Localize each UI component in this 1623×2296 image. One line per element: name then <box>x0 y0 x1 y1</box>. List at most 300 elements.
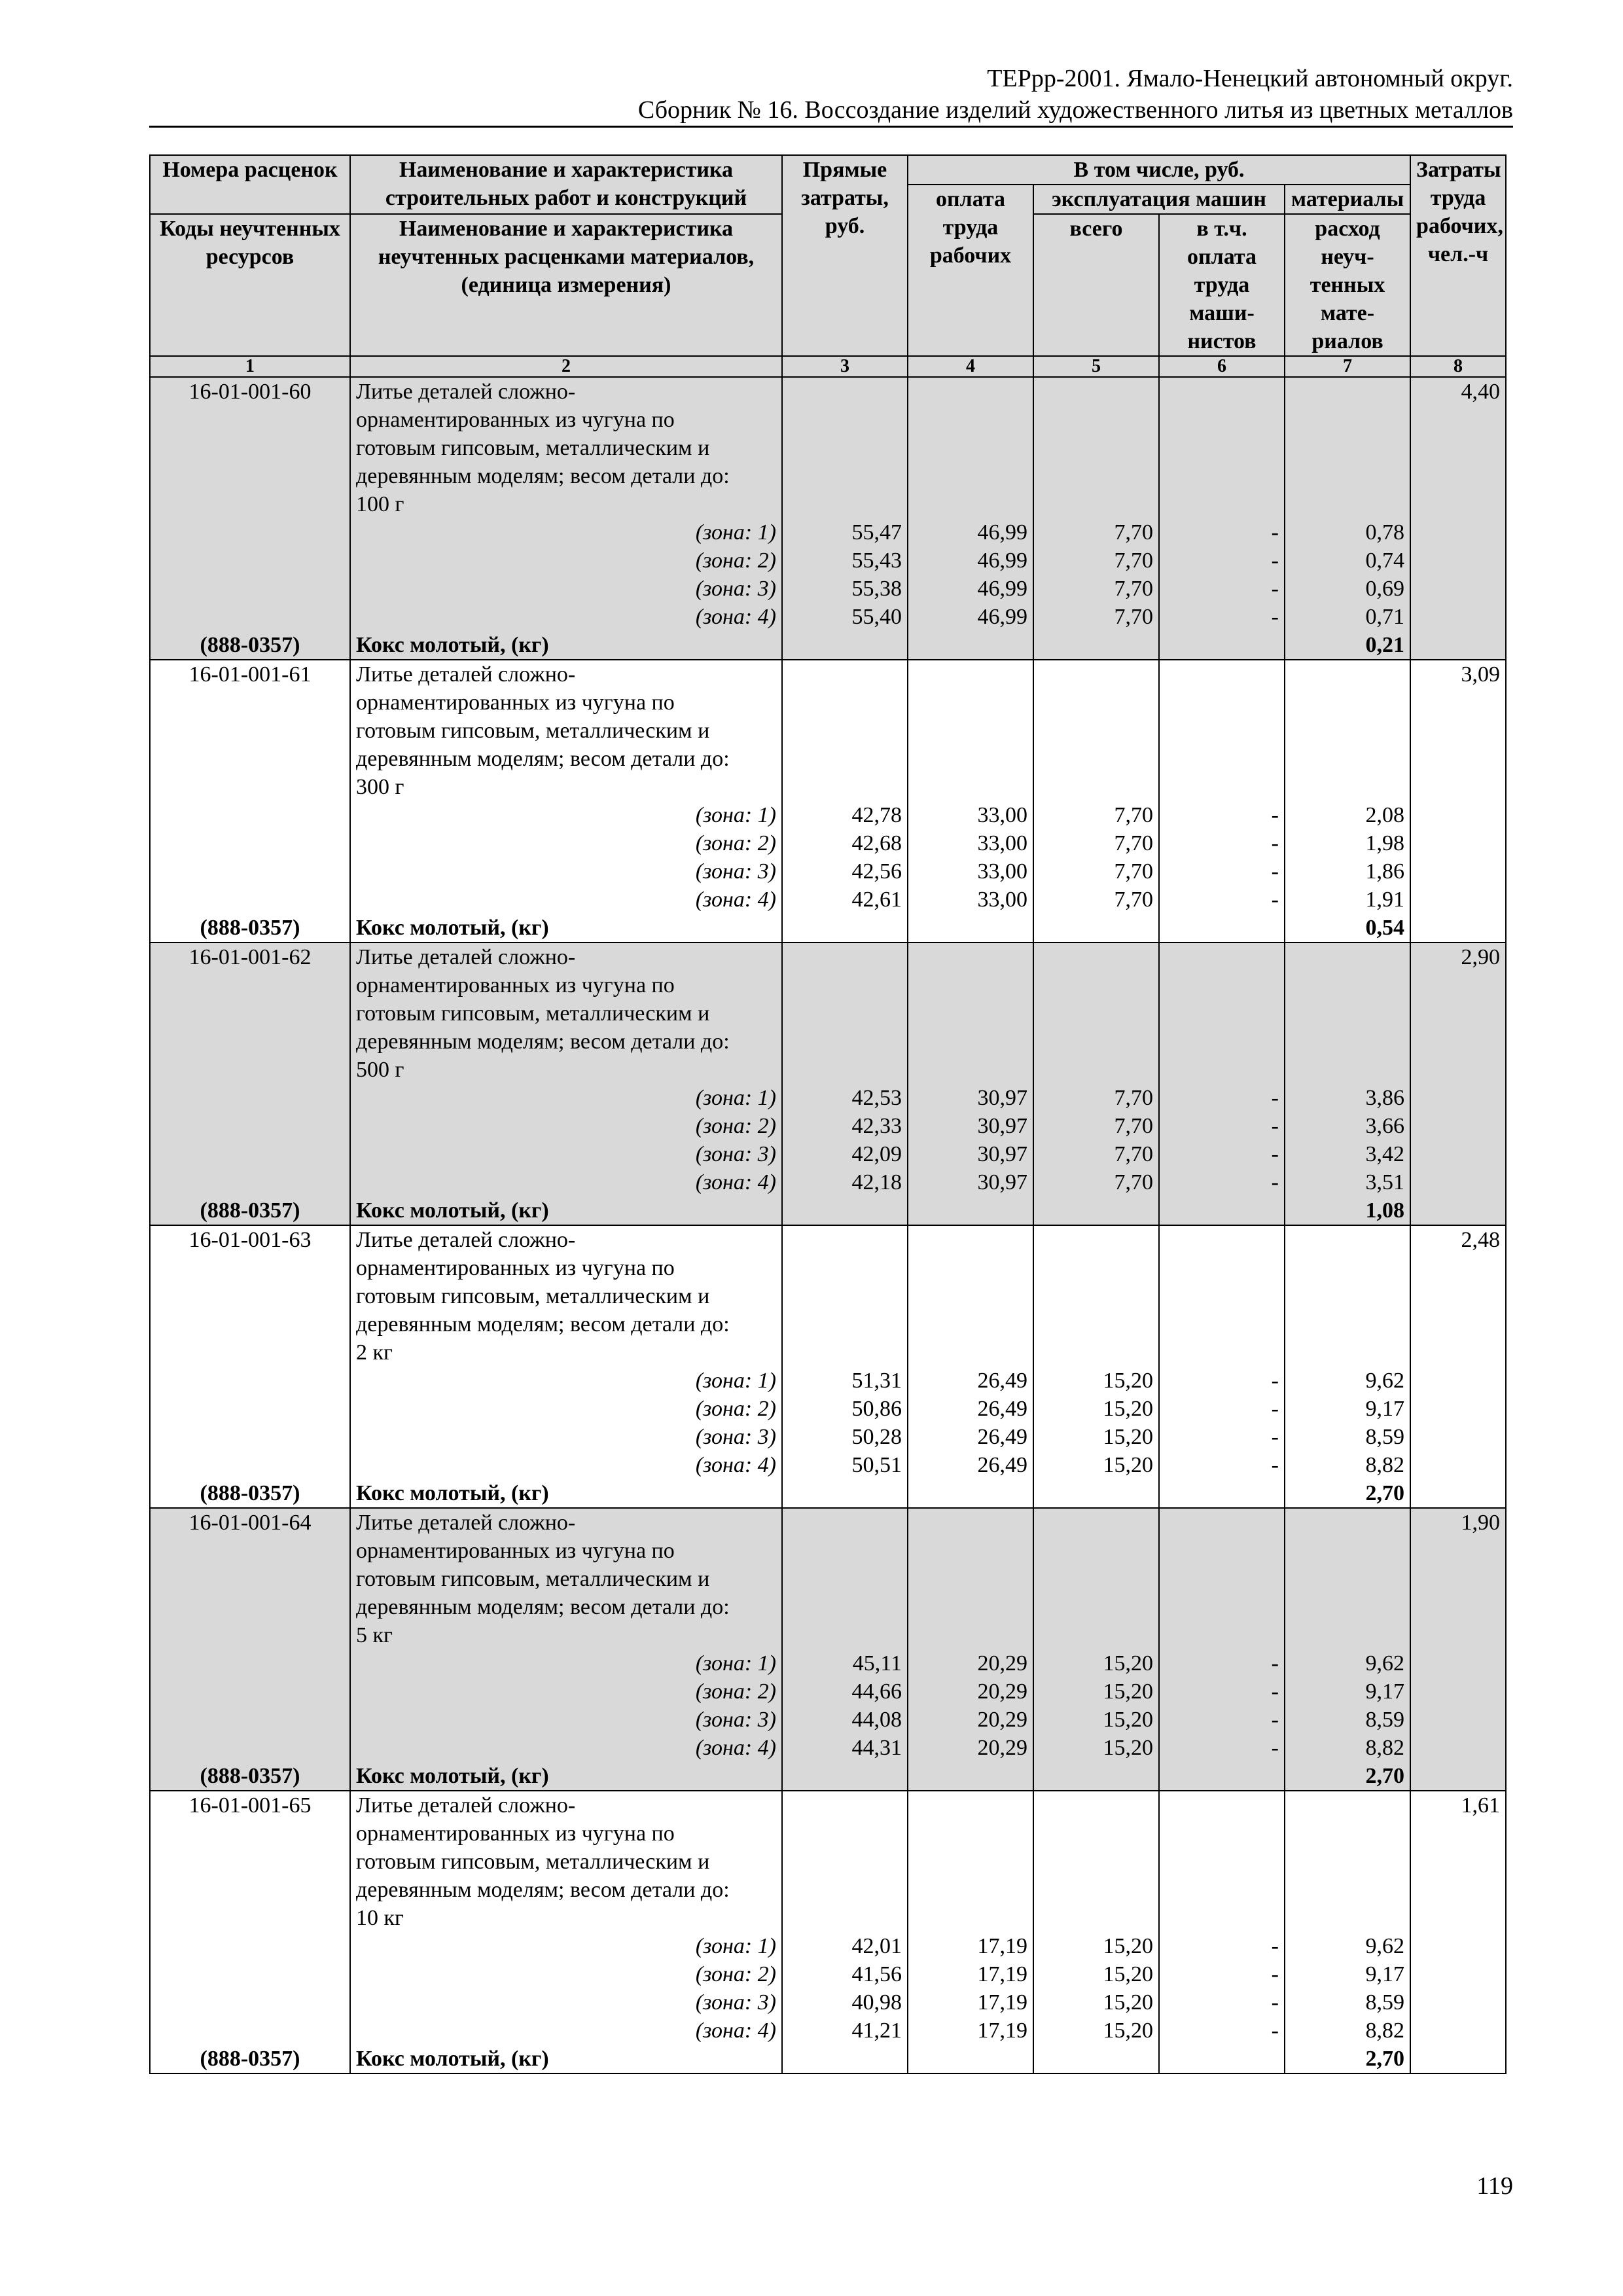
empty-cell <box>782 971 908 999</box>
machines-total: 15,20 <box>1033 1367 1159 1395</box>
zone-label: (зона: 4) <box>350 1168 782 1196</box>
empty-cell <box>150 689 350 717</box>
zone-label: (зона: 1) <box>350 1932 782 1960</box>
description-row <box>150 1593 1506 1621</box>
empty-cell <box>1159 1338 1285 1367</box>
work-description-line: орнаментированных из чугуна по <box>350 406 782 434</box>
empty-cell <box>782 1028 908 1056</box>
wages: 20,29 <box>908 1649 1033 1677</box>
header-title: ТЕРрр-2001. Ямало-Ненецкий автономный округ. <box>987 65 1513 92</box>
empty-cell <box>1159 434 1285 462</box>
description-row <box>150 434 1506 462</box>
description-row <box>150 1537 1506 1565</box>
machines-total: 7,70 <box>1033 518 1159 547</box>
empty-cell <box>908 1593 1033 1621</box>
empty-cell <box>1033 1225 1159 1254</box>
work-description-line: 2 кг <box>350 1338 782 1367</box>
empty-cell <box>908 377 1033 406</box>
machinist-wages: - <box>1159 1932 1285 1960</box>
empty-cell <box>1410 971 1506 999</box>
machinist-wages: - <box>1159 1395 1285 1423</box>
rate-entry <box>150 1508 1506 1791</box>
empty-cell <box>908 660 1033 689</box>
empty-cell <box>1410 1537 1506 1565</box>
empty-cell <box>1410 1056 1506 1084</box>
direct-costs: 41,21 <box>782 2017 908 2045</box>
empty-cell <box>1159 1565 1285 1593</box>
work-description-line: готовым гипсовым, металлическим и <box>350 1565 782 1593</box>
empty-cell <box>1410 1876 1506 1904</box>
zone-row <box>150 518 1506 547</box>
empty-cell <box>1033 999 1159 1028</box>
empty-cell <box>1033 2045 1159 2073</box>
zone-label: (зона: 3) <box>350 1140 782 1168</box>
machinist-wages: - <box>1159 1451 1285 1479</box>
empty-cell <box>150 1028 350 1056</box>
empty-cell <box>782 1254 908 1282</box>
machines-total: 15,20 <box>1033 1932 1159 1960</box>
resource-amount: 2,70 <box>1285 1762 1410 1791</box>
zone-row <box>150 1988 1506 2017</box>
resource-code: (888-0357) <box>150 1762 350 1791</box>
table-header <box>150 155 1506 377</box>
empty-cell <box>150 1621 350 1649</box>
direct-costs: 55,47 <box>782 518 908 547</box>
empty-cell <box>150 1988 350 2017</box>
work-description-line: деревянным моделям; весом детали до: <box>350 1593 782 1621</box>
empty-cell <box>150 547 350 575</box>
direct-costs: 55,43 <box>782 547 908 575</box>
empty-cell <box>1159 406 1285 434</box>
zone-label: (зона: 3) <box>350 857 782 886</box>
empty-cell <box>1410 1451 1506 1479</box>
empty-cell <box>1285 971 1410 999</box>
column-number-row <box>150 356 1506 377</box>
empty-cell <box>1285 689 1410 717</box>
empty-cell <box>1159 999 1285 1028</box>
zone-row <box>150 829 1506 857</box>
machines-total: 7,70 <box>1033 857 1159 886</box>
empty-cell <box>1410 773 1506 801</box>
header-subtitle: Сборник № 16. Воссоздание изделий художественного литья из цветных металлов <box>637 96 1513 124</box>
empty-cell <box>150 1338 350 1367</box>
column-number: 5 <box>1033 356 1159 377</box>
empty-cell <box>150 1310 350 1338</box>
empty-cell <box>1285 1338 1410 1367</box>
empty-cell <box>908 434 1033 462</box>
machines-total: 15,20 <box>1033 2017 1159 2045</box>
machines-total: 7,70 <box>1033 1084 1159 1112</box>
empty-cell <box>1159 1310 1285 1338</box>
machines-total: 7,70 <box>1033 575 1159 603</box>
machines-total: 7,70 <box>1033 603 1159 631</box>
direct-costs: 50,28 <box>782 1423 908 1451</box>
empty-cell <box>1033 660 1159 689</box>
zone-row <box>150 1367 1506 1395</box>
empty-cell <box>782 1056 908 1084</box>
empty-cell <box>908 1479 1033 1508</box>
empty-cell <box>1033 773 1159 801</box>
empty-cell <box>1159 660 1285 689</box>
empty-cell <box>1410 1932 1506 1960</box>
empty-cell <box>150 518 350 547</box>
wages: 46,99 <box>908 575 1033 603</box>
empty-cell <box>908 1876 1033 1904</box>
labor-costs: 1,61 <box>1410 1791 1506 1820</box>
empty-cell <box>1159 1791 1285 1820</box>
empty-cell <box>1410 1565 1506 1593</box>
work-description-line: Литье деталей сложно- <box>350 660 782 689</box>
column-number: 4 <box>908 356 1033 377</box>
col-header-direct-costs: Прямые затраты, руб. <box>782 155 908 356</box>
resource-row <box>150 631 1506 660</box>
machinist-wages: - <box>1159 1677 1285 1706</box>
description-row <box>150 1621 1506 1649</box>
machines-total: 7,70 <box>1033 1140 1159 1168</box>
zone-label: (зона: 2) <box>350 1960 782 1988</box>
materials: 9,17 <box>1285 1960 1410 1988</box>
empty-cell <box>1033 971 1159 999</box>
direct-costs: 41,56 <box>782 1960 908 1988</box>
col-header-machinist-wages: в т.ч. оплата труда маши- нистов <box>1159 214 1285 356</box>
resource-amount: 0,54 <box>1285 914 1410 942</box>
empty-cell <box>1285 1310 1410 1338</box>
empty-cell <box>1033 1791 1159 1820</box>
col-header-work-description: Наименование и характеристика строительных работ и конструкций <box>350 155 782 214</box>
zone-label: (зона: 2) <box>350 547 782 575</box>
empty-cell <box>1285 462 1410 490</box>
direct-costs: 42,09 <box>782 1140 908 1168</box>
empty-cell <box>908 971 1033 999</box>
empty-cell <box>1410 1168 1506 1196</box>
empty-cell <box>150 2017 350 2045</box>
empty-cell <box>1033 1338 1159 1367</box>
work-description-line: деревянным моделям; весом детали до: <box>350 1876 782 1904</box>
machines-total: 7,70 <box>1033 801 1159 829</box>
empty-cell <box>782 1791 908 1820</box>
empty-cell <box>908 490 1033 518</box>
machinist-wages: - <box>1159 801 1285 829</box>
machinist-wages: - <box>1159 603 1285 631</box>
empty-cell <box>1159 1479 1285 1508</box>
description-row <box>150 1254 1506 1282</box>
empty-cell <box>1033 1479 1159 1508</box>
wages: 33,00 <box>908 801 1033 829</box>
machines-total: 7,70 <box>1033 547 1159 575</box>
materials: 9,62 <box>1285 1932 1410 1960</box>
resource-amount: 2,70 <box>1285 1479 1410 1508</box>
empty-cell <box>1159 689 1285 717</box>
work-description-line: готовым гипсовым, металлическим и <box>350 434 782 462</box>
empty-cell <box>908 1310 1033 1338</box>
work-description-line: 300 г <box>350 773 782 801</box>
zone-label: (зона: 1) <box>350 518 782 547</box>
empty-cell <box>150 717 350 745</box>
work-description-line: Литье деталей сложно- <box>350 942 782 971</box>
description-row <box>150 377 1506 406</box>
work-description-line: 500 г <box>350 1056 782 1084</box>
wages: 46,99 <box>908 518 1033 547</box>
labor-costs: 4,40 <box>1410 377 1506 406</box>
empty-cell <box>782 1848 908 1876</box>
empty-cell <box>1285 377 1410 406</box>
empty-cell <box>1285 942 1410 971</box>
description-row <box>150 1225 1506 1254</box>
empty-cell <box>1159 1282 1285 1310</box>
empty-cell <box>150 1537 350 1565</box>
empty-cell <box>782 1310 908 1338</box>
col-header-labor-costs: Затраты труда рабочих, чел.-ч <box>1410 155 1506 356</box>
empty-cell <box>908 1762 1033 1791</box>
resource-amount: 2,70 <box>1285 2045 1410 2073</box>
empty-cell <box>1159 1196 1285 1225</box>
work-description-line: деревянным моделям; весом детали до: <box>350 745 782 773</box>
machinist-wages: - <box>1159 1706 1285 1734</box>
empty-cell <box>1033 1565 1159 1593</box>
machines-total: 15,20 <box>1033 1960 1159 1988</box>
machines-total: 7,70 <box>1033 1112 1159 1140</box>
zone-row <box>150 1140 1506 1168</box>
empty-cell <box>782 660 908 689</box>
empty-cell <box>1033 1904 1159 1932</box>
wages: 33,00 <box>908 829 1033 857</box>
wages: 46,99 <box>908 547 1033 575</box>
description-row <box>150 745 1506 773</box>
empty-cell <box>1410 745 1506 773</box>
empty-cell <box>1410 886 1506 914</box>
empty-cell <box>1033 717 1159 745</box>
empty-cell <box>1285 1876 1410 1904</box>
materials: 8,82 <box>1285 1451 1410 1479</box>
machinist-wages: - <box>1159 1084 1285 1112</box>
description-row <box>150 773 1506 801</box>
empty-cell <box>908 631 1033 660</box>
empty-cell <box>908 1028 1033 1056</box>
empty-cell <box>1033 745 1159 773</box>
zone-row <box>150 886 1506 914</box>
col-header-rate-numbers: Номера расценок <box>150 155 350 214</box>
zone-row <box>150 1734 1506 1762</box>
resource-row <box>150 2045 1506 2073</box>
empty-cell <box>1033 1762 1159 1791</box>
empty-cell <box>1410 1112 1506 1140</box>
wages: 26,49 <box>908 1451 1033 1479</box>
empty-cell <box>1410 1338 1506 1367</box>
resource-row <box>150 1196 1506 1225</box>
empty-cell <box>1410 575 1506 603</box>
work-description-line: 100 г <box>350 490 782 518</box>
description-row <box>150 1056 1506 1084</box>
wages: 20,29 <box>908 1706 1033 1734</box>
machinist-wages: - <box>1159 547 1285 575</box>
machinist-wages: - <box>1159 1423 1285 1451</box>
empty-cell <box>1410 1848 1506 1876</box>
empty-cell <box>908 717 1033 745</box>
empty-cell <box>1285 490 1410 518</box>
empty-cell <box>782 1565 908 1593</box>
empty-cell <box>1410 857 1506 886</box>
zone-row <box>150 1168 1506 1196</box>
empty-cell <box>1033 1056 1159 1084</box>
rate-entry <box>150 942 1506 1225</box>
materials: 3,66 <box>1285 1112 1410 1140</box>
empty-cell <box>150 434 350 462</box>
zone-label: (зона: 4) <box>350 1451 782 1479</box>
empty-cell <box>782 942 908 971</box>
labor-costs: 2,48 <box>1410 1225 1506 1254</box>
empty-cell <box>782 1820 908 1848</box>
direct-costs: 55,40 <box>782 603 908 631</box>
column-number: 3 <box>782 356 908 377</box>
direct-costs: 44,08 <box>782 1706 908 1734</box>
empty-cell <box>1159 1056 1285 1084</box>
empty-cell <box>150 773 350 801</box>
empty-cell <box>150 1932 350 1960</box>
zone-row <box>150 1451 1506 1479</box>
direct-costs: 40,98 <box>782 1988 908 2017</box>
empty-cell <box>782 1762 908 1791</box>
empty-cell <box>1410 631 1506 660</box>
empty-cell <box>1033 1282 1159 1310</box>
empty-cell <box>1033 1621 1159 1649</box>
empty-cell <box>150 1112 350 1140</box>
direct-costs: 51,31 <box>782 1367 908 1395</box>
resource-code: (888-0357) <box>150 631 350 660</box>
direct-costs: 42,18 <box>782 1168 908 1196</box>
empty-cell <box>782 406 908 434</box>
empty-cell <box>150 1451 350 1479</box>
wages: 30,97 <box>908 1168 1033 1196</box>
description-row <box>150 942 1506 971</box>
empty-cell <box>150 1423 350 1451</box>
resource-code: (888-0357) <box>150 914 350 942</box>
empty-cell <box>1159 1848 1285 1876</box>
zone-label: (зона: 3) <box>350 1988 782 2017</box>
col-header-machines-total: всего <box>1033 214 1159 356</box>
empty-cell <box>782 1593 908 1621</box>
document-header <box>638 63 1513 126</box>
direct-costs: 50,86 <box>782 1395 908 1423</box>
machines-total: 7,70 <box>1033 1168 1159 1196</box>
empty-cell <box>150 1254 350 1282</box>
machinist-wages: - <box>1159 575 1285 603</box>
empty-cell <box>1285 434 1410 462</box>
direct-costs: 42,78 <box>782 801 908 829</box>
empty-cell <box>1159 631 1285 660</box>
empty-cell <box>1410 1621 1506 1649</box>
empty-cell <box>1410 434 1506 462</box>
materials: 3,51 <box>1285 1168 1410 1196</box>
work-description-line: Литье деталей сложно- <box>350 1791 782 1820</box>
empty-cell <box>1285 1282 1410 1310</box>
empty-cell <box>1410 1196 1506 1225</box>
column-number: 2 <box>350 356 782 377</box>
empty-cell <box>782 773 908 801</box>
rate-entry <box>150 377 1506 660</box>
direct-costs: 44,31 <box>782 1734 908 1762</box>
empty-cell <box>150 829 350 857</box>
empty-cell <box>150 1820 350 1848</box>
resource-code: (888-0357) <box>150 2045 350 2073</box>
materials: 9,17 <box>1285 1395 1410 1423</box>
empty-cell <box>1285 745 1410 773</box>
zone-row <box>150 1677 1506 1706</box>
zone-label: (зона: 1) <box>350 1084 782 1112</box>
description-row <box>150 1904 1506 1932</box>
empty-cell <box>782 1225 908 1254</box>
work-description-line: готовым гипсовым, металлическим и <box>350 717 782 745</box>
empty-cell <box>782 1338 908 1367</box>
empty-cell <box>782 631 908 660</box>
resource-name: Кокс молотый, (кг) <box>350 2045 782 2073</box>
wages: 26,49 <box>908 1395 1033 1423</box>
empty-cell <box>782 999 908 1028</box>
empty-cell <box>1033 1028 1159 1056</box>
zone-row <box>150 1932 1506 1960</box>
empty-cell <box>908 462 1033 490</box>
empty-cell <box>150 575 350 603</box>
machinist-wages: - <box>1159 1367 1285 1395</box>
resource-amount: 0,21 <box>1285 631 1410 660</box>
materials: 1,91 <box>1285 886 1410 914</box>
empty-cell <box>1410 518 1506 547</box>
empty-cell <box>908 2045 1033 2073</box>
work-description-line: 5 кг <box>350 1621 782 1649</box>
description-row <box>150 1028 1506 1056</box>
empty-cell <box>1285 999 1410 1028</box>
materials: 8,59 <box>1285 1988 1410 2017</box>
empty-cell <box>1410 1762 1506 1791</box>
empty-cell <box>908 406 1033 434</box>
col-header-material-description: Наименование и характеристика неучтенных расценками материалов, (единица измерения) <box>350 214 782 356</box>
empty-cell <box>1159 1621 1285 1649</box>
materials: 8,82 <box>1285 1734 1410 1762</box>
empty-cell <box>1285 1593 1410 1621</box>
header-rule <box>149 126 1513 128</box>
empty-cell <box>1410 689 1506 717</box>
empty-cell <box>1410 1423 1506 1451</box>
resource-row <box>150 914 1506 942</box>
wages: 33,00 <box>908 886 1033 914</box>
empty-cell <box>1159 2045 1285 2073</box>
description-row <box>150 1282 1506 1310</box>
empty-cell <box>908 1848 1033 1876</box>
empty-cell <box>782 434 908 462</box>
work-description-line: готовым гипсовым, металлическим и <box>350 1848 782 1876</box>
materials: 3,42 <box>1285 1140 1410 1168</box>
empty-cell <box>908 1282 1033 1310</box>
empty-cell <box>1159 1593 1285 1621</box>
empty-cell <box>1410 999 1506 1028</box>
empty-cell <box>1285 1621 1410 1649</box>
empty-cell <box>1410 914 1506 942</box>
resource-name: Кокс молотый, (кг) <box>350 1479 782 1508</box>
materials: 0,74 <box>1285 547 1410 575</box>
rate-code: 16-01-001-65 <box>150 1791 350 1820</box>
empty-cell <box>150 1876 350 1904</box>
direct-costs: 44,66 <box>782 1677 908 1706</box>
empty-cell <box>150 886 350 914</box>
zone-row <box>150 547 1506 575</box>
wages: 26,49 <box>908 1367 1033 1395</box>
labor-costs: 2,90 <box>1410 942 1506 971</box>
work-description-line: орнаментированных из чугуна по <box>350 689 782 717</box>
empty-cell <box>1159 1762 1285 1791</box>
materials: 9,17 <box>1285 1677 1410 1706</box>
zone-row <box>150 575 1506 603</box>
empty-cell <box>150 745 350 773</box>
empty-cell <box>1033 1508 1159 1537</box>
